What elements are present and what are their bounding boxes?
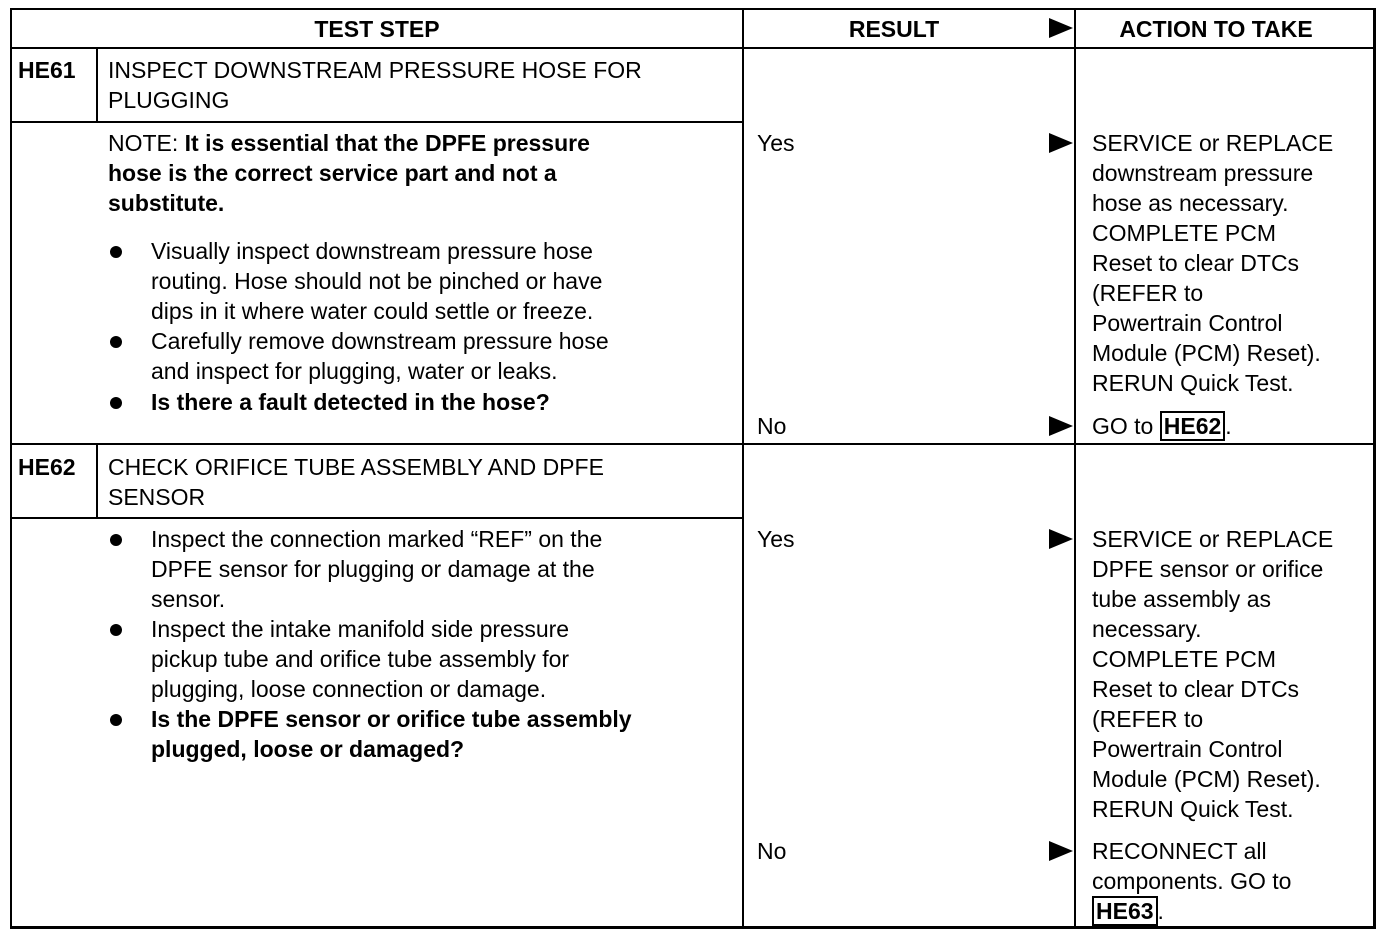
bullet-icon	[110, 246, 122, 258]
he61-title	[108, 55, 642, 115]
step-divider	[10, 443, 1376, 445]
he61-title-line: INSPECT DOWNSTREAM PRESSURE HOSE FOR	[108, 57, 642, 83]
he61-bullet-line: dips in it where water could settle or freeze.	[151, 298, 594, 324]
step-id-he61: HE61	[18, 57, 76, 83]
arrow-right-icon	[1049, 529, 1073, 549]
he61-title-line: PLUGGING	[108, 87, 230, 113]
he61-bullet-line: Carefully remove downstream pressure hose	[151, 328, 609, 354]
he62-title-line: SENSOR	[108, 484, 206, 510]
arrow-right-icon	[1049, 416, 1073, 436]
bullet-icon	[110, 624, 122, 636]
he62-action-yes	[1092, 524, 1333, 824]
he61-action-line: hose as necessary.	[1092, 190, 1289, 216]
he61-action-line: downstream pressure	[1092, 160, 1314, 186]
border-bottom	[10, 926, 1376, 929]
he61-title-underline	[10, 121, 743, 123]
he62-action-no	[1092, 836, 1291, 926]
he61-note-line1	[108, 128, 590, 158]
bullet-icon	[110, 534, 122, 546]
step-id-he62: HE62	[18, 454, 76, 480]
he62-title-line: CHECK ORIFICE TUBE ASSEMBLY AND DPFE	[108, 454, 604, 480]
header-arrow-icon	[1049, 18, 1073, 38]
he62-action-line: Module (PCM) Reset).	[1092, 766, 1321, 792]
he61-action-line: Module (PCM) Reset).	[1092, 340, 1321, 366]
he61-action-line: Reset to clear DTCs	[1092, 250, 1300, 276]
he62-action-line: COMPLETE PCM	[1092, 646, 1277, 672]
he62-bullet-line: Inspect the intake manifold side pressure	[151, 616, 570, 642]
he61-action-no-suffix: .	[1225, 413, 1232, 439]
he61-note-line: substitute.	[108, 190, 225, 216]
he62-action-line: Reset to clear DTCs	[1092, 676, 1300, 702]
he62-bullet-3	[151, 704, 632, 764]
border-left	[10, 8, 12, 929]
he61-bullet-line: and inspect for plugging, water or leaks.	[151, 358, 558, 384]
he62-title-underline	[10, 517, 743, 519]
he61-action-yes	[1092, 128, 1333, 398]
he61-note-line: hose is the correct service part and not a	[108, 160, 557, 186]
he61-note-bold: It is essential that the DPFE pressure	[184, 130, 590, 156]
he61-note-rest	[108, 158, 557, 218]
he61-result-no: No	[757, 413, 787, 439]
he62-result-no: No	[757, 838, 787, 864]
bullet-icon	[110, 336, 122, 348]
he62-action-no-line: RECONNECT all	[1092, 838, 1267, 864]
header-result: RESULT	[848, 16, 940, 42]
he62-action-line: SERVICE or REPLACE	[1092, 526, 1334, 552]
col-divider-step	[742, 8, 744, 929]
he61-action-line: (REFER to	[1092, 280, 1204, 306]
he62-action-line: Powertrain Control	[1092, 736, 1283, 762]
he61-bullet-line: routing. Hose should not be pinched or have	[151, 268, 603, 294]
he61-result-yes: Yes	[757, 130, 795, 156]
he62-bullet-2	[151, 614, 569, 704]
he61-action-line: RERUN Quick Test.	[1092, 370, 1294, 396]
he62-title	[108, 452, 604, 512]
he61-action-line: COMPLETE PCM	[1092, 220, 1277, 246]
he62-bullet-line: plugging, loose connection or damage.	[151, 676, 547, 702]
step-ref-he63[interactable]: HE63	[1092, 896, 1158, 926]
he62-bullet-line: Is the DPFE sensor or orifice tube assembly	[151, 706, 632, 732]
he61-bullet-1	[151, 236, 602, 326]
border-right	[1373, 8, 1376, 929]
he61-action-line: SERVICE or REPLACE	[1092, 130, 1334, 156]
he62-result-yes: Yes	[757, 526, 795, 552]
col-divider-result	[1074, 8, 1076, 929]
he61-note-prefix: NOTE:	[108, 130, 185, 156]
he61-action-line: Powertrain Control	[1092, 310, 1283, 336]
header-action: ACTION TO TAKE	[1119, 16, 1313, 42]
he62-bullet-line: DPFE sensor for plugging or damage at the	[151, 556, 595, 582]
he61-action-no	[1092, 411, 1232, 441]
he62-action-line: (REFER to	[1092, 706, 1204, 732]
he62-id-divider	[96, 444, 98, 518]
he61-bullet-3	[151, 387, 550, 417]
he62-action-line: RERUN Quick Test.	[1092, 796, 1294, 822]
he62-bullet-line: sensor.	[151, 586, 226, 612]
step-ref-he62[interactable]: HE62	[1160, 411, 1226, 441]
he62-bullet-1	[151, 524, 602, 614]
he62-action-no-ref-line	[1092, 896, 1291, 926]
arrow-right-icon	[1049, 841, 1073, 861]
he61-bullet-2	[151, 326, 609, 386]
he61-action-no-prefix: GO to	[1092, 413, 1160, 439]
bullet-icon	[110, 397, 122, 409]
bullet-icon	[110, 714, 122, 726]
he62-action-line: necessary.	[1092, 616, 1202, 642]
he61-id-divider	[96, 48, 98, 122]
he62-bullet-line: Inspect the connection marked “REF” on the	[151, 526, 603, 552]
he62-bullet-line: plugged, loose or damaged?	[151, 736, 465, 762]
he62-action-no-line: components. GO to	[1092, 868, 1292, 894]
he62-bullet-line: pickup tube and orifice tube assembly for	[151, 646, 570, 672]
he62-action-line: DPFE sensor or orifice	[1092, 556, 1324, 582]
header-test-step: TEST STEP	[314, 16, 440, 42]
he61-bullet-line: Visually inspect downstream pressure hose	[151, 238, 593, 264]
he62-action-line: tube assembly as	[1092, 586, 1271, 612]
he61-bullet-line: Is there a fault detected in the hose?	[151, 389, 550, 415]
arrow-right-icon	[1049, 133, 1073, 153]
he62-action-no-suffix: .	[1157, 898, 1164, 924]
